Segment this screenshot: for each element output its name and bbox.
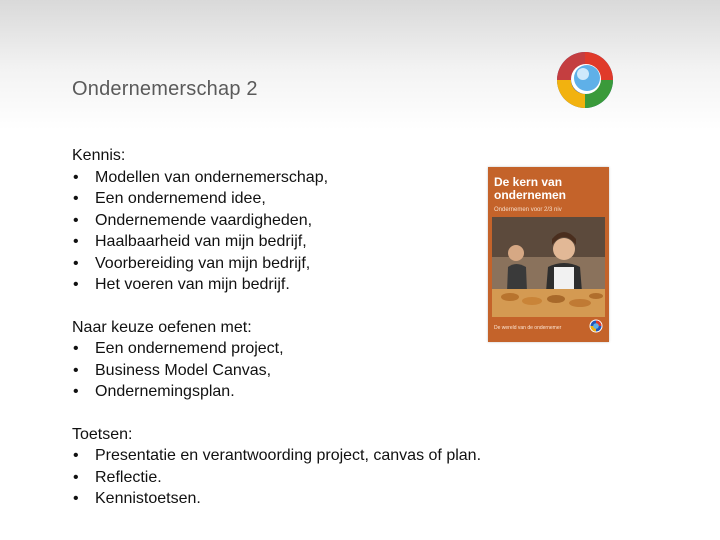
bullet: • bbox=[73, 190, 79, 207]
kennis-list bbox=[72, 167, 552, 296]
list-item-text: Het voeren van mijn bedrijf. bbox=[95, 276, 290, 293]
slide-title: Ondernemerschap 2 bbox=[72, 78, 258, 100]
list-item bbox=[72, 253, 552, 275]
list-item bbox=[72, 210, 552, 232]
toetsen-list bbox=[72, 445, 552, 510]
list-item bbox=[72, 231, 552, 253]
book-cover-image bbox=[488, 167, 609, 342]
list-item bbox=[72, 338, 552, 360]
bullet: • bbox=[73, 490, 79, 507]
circular-swirl-logo-icon bbox=[555, 50, 615, 110]
list-item bbox=[72, 488, 552, 510]
list-item bbox=[72, 188, 552, 210]
bullet: • bbox=[73, 233, 79, 250]
kennis-heading: Kennis: bbox=[72, 147, 126, 164]
bullet: • bbox=[73, 340, 79, 357]
bullet: • bbox=[73, 168, 79, 186]
list-item-text: Business Model Canvas, bbox=[95, 361, 272, 379]
list-item-text: Ondernemingsplan. bbox=[95, 383, 235, 400]
bullet: • bbox=[73, 211, 79, 229]
list-item bbox=[72, 467, 552, 489]
list-item-text: Een ondernemend idee, bbox=[95, 190, 266, 207]
book-footer-text: De wereld van de ondernemer bbox=[494, 325, 562, 331]
kennis-section bbox=[72, 145, 552, 296]
list-item bbox=[72, 274, 552, 296]
bullet: • bbox=[73, 254, 79, 272]
book-cover-photo bbox=[492, 217, 605, 317]
bullet: • bbox=[73, 361, 79, 379]
book-title-line: ondernemen bbox=[494, 188, 567, 202]
oefenen-section bbox=[72, 317, 552, 403]
bullet: • bbox=[73, 468, 79, 486]
bullet: • bbox=[73, 276, 79, 293]
list-item-text: Haalbaarheid van mijn bedrijf, bbox=[95, 233, 307, 250]
toetsen-section bbox=[72, 424, 552, 510]
circular-swirl-logo-icon bbox=[589, 319, 603, 333]
list-item-text: Voorbereiding van mijn bedrijf, bbox=[95, 254, 311, 272]
toetsen-heading: Toetsen: bbox=[72, 425, 133, 443]
list-item bbox=[72, 381, 552, 403]
bullet: • bbox=[73, 447, 79, 464]
list-item bbox=[72, 445, 552, 467]
list-item-text: Modellen van ondernemerschap, bbox=[95, 168, 329, 186]
list-item bbox=[72, 167, 552, 189]
list-item-text: Presentatie en verantwoording project, canvas of plan. bbox=[95, 447, 482, 464]
book-title-line: De kern van bbox=[494, 175, 563, 189]
book-subtitle: Ondernemen voor 2/3 niv bbox=[494, 207, 562, 213]
list-item-text: Kennistoetsen. bbox=[95, 490, 201, 507]
oefenen-heading: Naar keuze oefenen met: bbox=[72, 318, 252, 336]
list-item-text: Ondernemende vaardigheden, bbox=[95, 211, 313, 229]
list-item-text: Een ondernemend project, bbox=[95, 340, 284, 357]
slide-body bbox=[72, 145, 552, 531]
oefenen-list bbox=[72, 338, 552, 403]
list-item-text: Reflectie. bbox=[95, 468, 162, 486]
list-item bbox=[72, 360, 552, 382]
book-title bbox=[494, 176, 566, 202]
bullet: • bbox=[73, 383, 79, 400]
